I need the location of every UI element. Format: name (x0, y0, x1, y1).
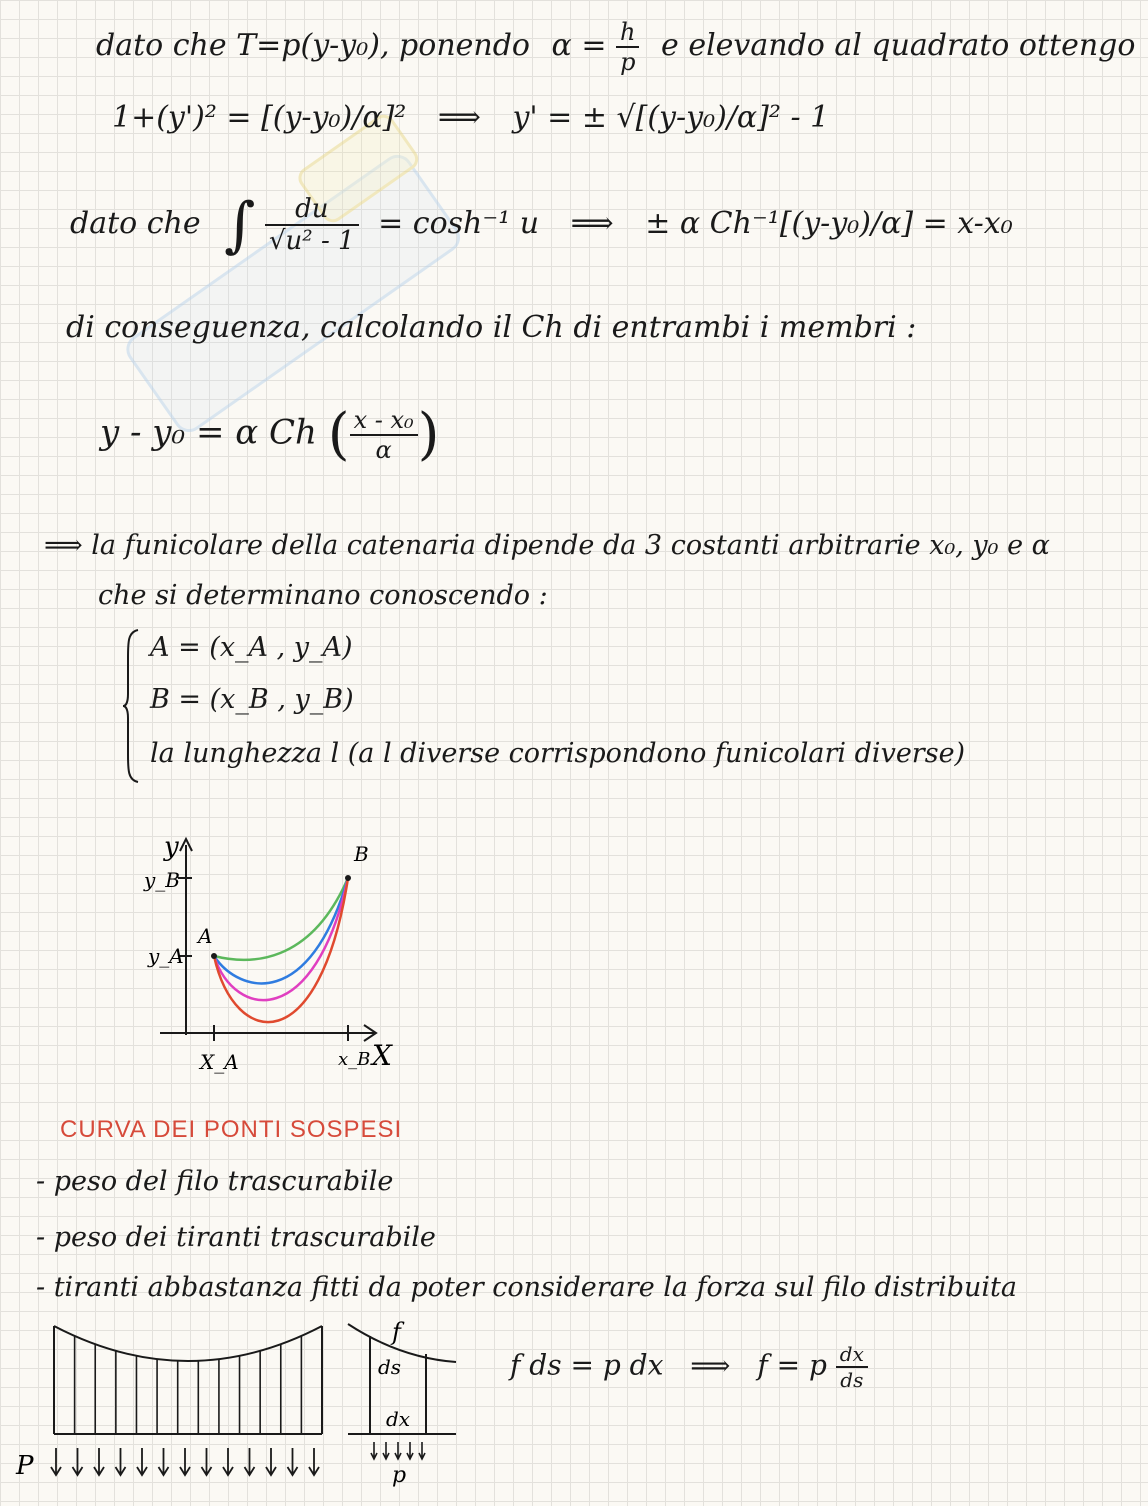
catenary-fraction (350, 406, 418, 464)
implies-arrow: ⟹ (437, 100, 481, 135)
case-length: la lunghezza l (a l diverse corrispondono funicolari diverse) (150, 738, 966, 769)
y-axis-label: y (164, 832, 179, 862)
cable (54, 1326, 322, 1361)
catenary-left: y - y₀ = α Ch (100, 412, 317, 453)
eq1-right: y' = ± √[(y-y₀)/α]² - 1 (512, 100, 830, 135)
paren-open: ( (327, 402, 350, 467)
paren-close: ) (417, 402, 440, 467)
inverse-ch-result: ± α Ch⁻¹[(y-y₀)/α] = x-x₀ (645, 206, 1013, 241)
curve-pink (214, 878, 348, 1000)
detail-p-label: p (392, 1463, 407, 1488)
load-arrow (180, 1448, 190, 1475)
fraction-numerator: h (616, 18, 639, 48)
consequence-line: di conseguenza, calcolando il Ch di entrambi i membri : (66, 310, 917, 345)
formula-right: f = p (757, 1348, 827, 1382)
detail-loads-group (371, 1442, 425, 1459)
intro-tail: e elevando al quadrato ottengo (661, 28, 1136, 63)
load-label: P (16, 1451, 34, 1481)
intro-text: dato che T=p(y-y₀), ponendo (96, 28, 530, 63)
alpha-def: α = (551, 28, 607, 63)
dx-ds-fraction (836, 1342, 868, 1392)
detail-ds-label: ds (378, 1355, 402, 1379)
curve-blue (214, 878, 348, 983)
catenary-denominator: α (375, 435, 392, 464)
fraction-denominator: p (620, 48, 636, 76)
detail-f-label: f (392, 1318, 401, 1346)
bullet-weight-ties: - peso dei tiranti trascurabile (36, 1222, 436, 1253)
intro-line (96, 18, 1135, 76)
bullet-distributed-force: - tiranti abbastanza fitti da poter considerare la forza sul filo distribuita (36, 1272, 1017, 1303)
cable-segment (348, 1324, 456, 1362)
element-detail-sketch (340, 1310, 470, 1490)
detail-dx-label: dx (386, 1407, 411, 1431)
load-arrow (245, 1448, 255, 1475)
load-arrow (137, 1448, 147, 1475)
case-a: A = (x_A , y_A) (150, 632, 353, 663)
load-arrow (266, 1448, 276, 1475)
yA-label: y_A (148, 944, 184, 968)
curve-red (214, 878, 348, 1022)
integrand-fraction (265, 194, 359, 256)
eq1-left: 1+(y')² = [(y-y₀)/α]² (112, 100, 407, 135)
integral-sign: ∫ (224, 190, 256, 260)
detail-load-arrow (419, 1442, 425, 1459)
bullet-weight-wire: - peso del filo trascurabile (36, 1166, 394, 1197)
section-title: CURVA DEI PONTI SOSPESI (60, 1116, 403, 1143)
implies-arrow: ⟹ (690, 1348, 731, 1382)
load-arrow (73, 1448, 83, 1475)
load-formula (510, 1342, 868, 1392)
load-arrow (159, 1448, 169, 1475)
integrand-numerator: du (265, 194, 359, 226)
determine-line: che si determinano conoscendo : (98, 580, 548, 611)
point-b-label: B (354, 842, 369, 866)
integral-result: = cosh⁻¹ u (378, 206, 540, 241)
hangers-group (75, 1336, 302, 1434)
funicular-graph (140, 825, 400, 1085)
constants-line: ⟹ la funicolare della catenaria dipende da 3 costanti arbitrarie x₀, y₀ e α (44, 530, 1050, 561)
detail-load-arrow (371, 1442, 377, 1459)
loads-group (51, 1448, 319, 1475)
detail-load-arrow (395, 1442, 401, 1459)
detail-load-arrow (407, 1442, 413, 1459)
load-arrow (94, 1448, 104, 1475)
catenary-equation (100, 402, 440, 467)
implies-arrow: ⟹ (570, 206, 614, 241)
integral-label: dato che (70, 206, 201, 241)
suspension-bridge-sketch (10, 1316, 340, 1486)
catenary-numerator: x - x₀ (350, 406, 418, 436)
h-over-p-fraction (616, 18, 639, 76)
x-axis-label: X (372, 1039, 392, 1072)
integral-line (70, 190, 1013, 260)
load-arrow (223, 1448, 233, 1475)
integrand-denominator: √u² - 1 (268, 226, 355, 256)
load-arrow (309, 1448, 319, 1475)
load-arrow (288, 1448, 298, 1475)
point-a-marker (211, 953, 217, 959)
fraction-numerator: dx (836, 1342, 868, 1368)
detail-load-arrow (383, 1442, 389, 1459)
case-b: B = (x_B , y_B) (150, 684, 354, 715)
equation-1 (112, 100, 829, 135)
load-arrow (51, 1448, 61, 1475)
load-arrow (116, 1448, 126, 1475)
left-brace (122, 628, 140, 784)
fraction-denominator: ds (840, 1368, 864, 1392)
point-a-label: A (198, 924, 213, 948)
formula-left: f ds = p dx (510, 1348, 664, 1382)
xB-label: x_B (338, 1049, 371, 1070)
curve-green (214, 878, 348, 960)
load-arrow (202, 1448, 212, 1475)
yB-label: y_B (144, 868, 180, 892)
xA-label: X_A (200, 1050, 239, 1074)
point-b-marker (345, 875, 351, 881)
